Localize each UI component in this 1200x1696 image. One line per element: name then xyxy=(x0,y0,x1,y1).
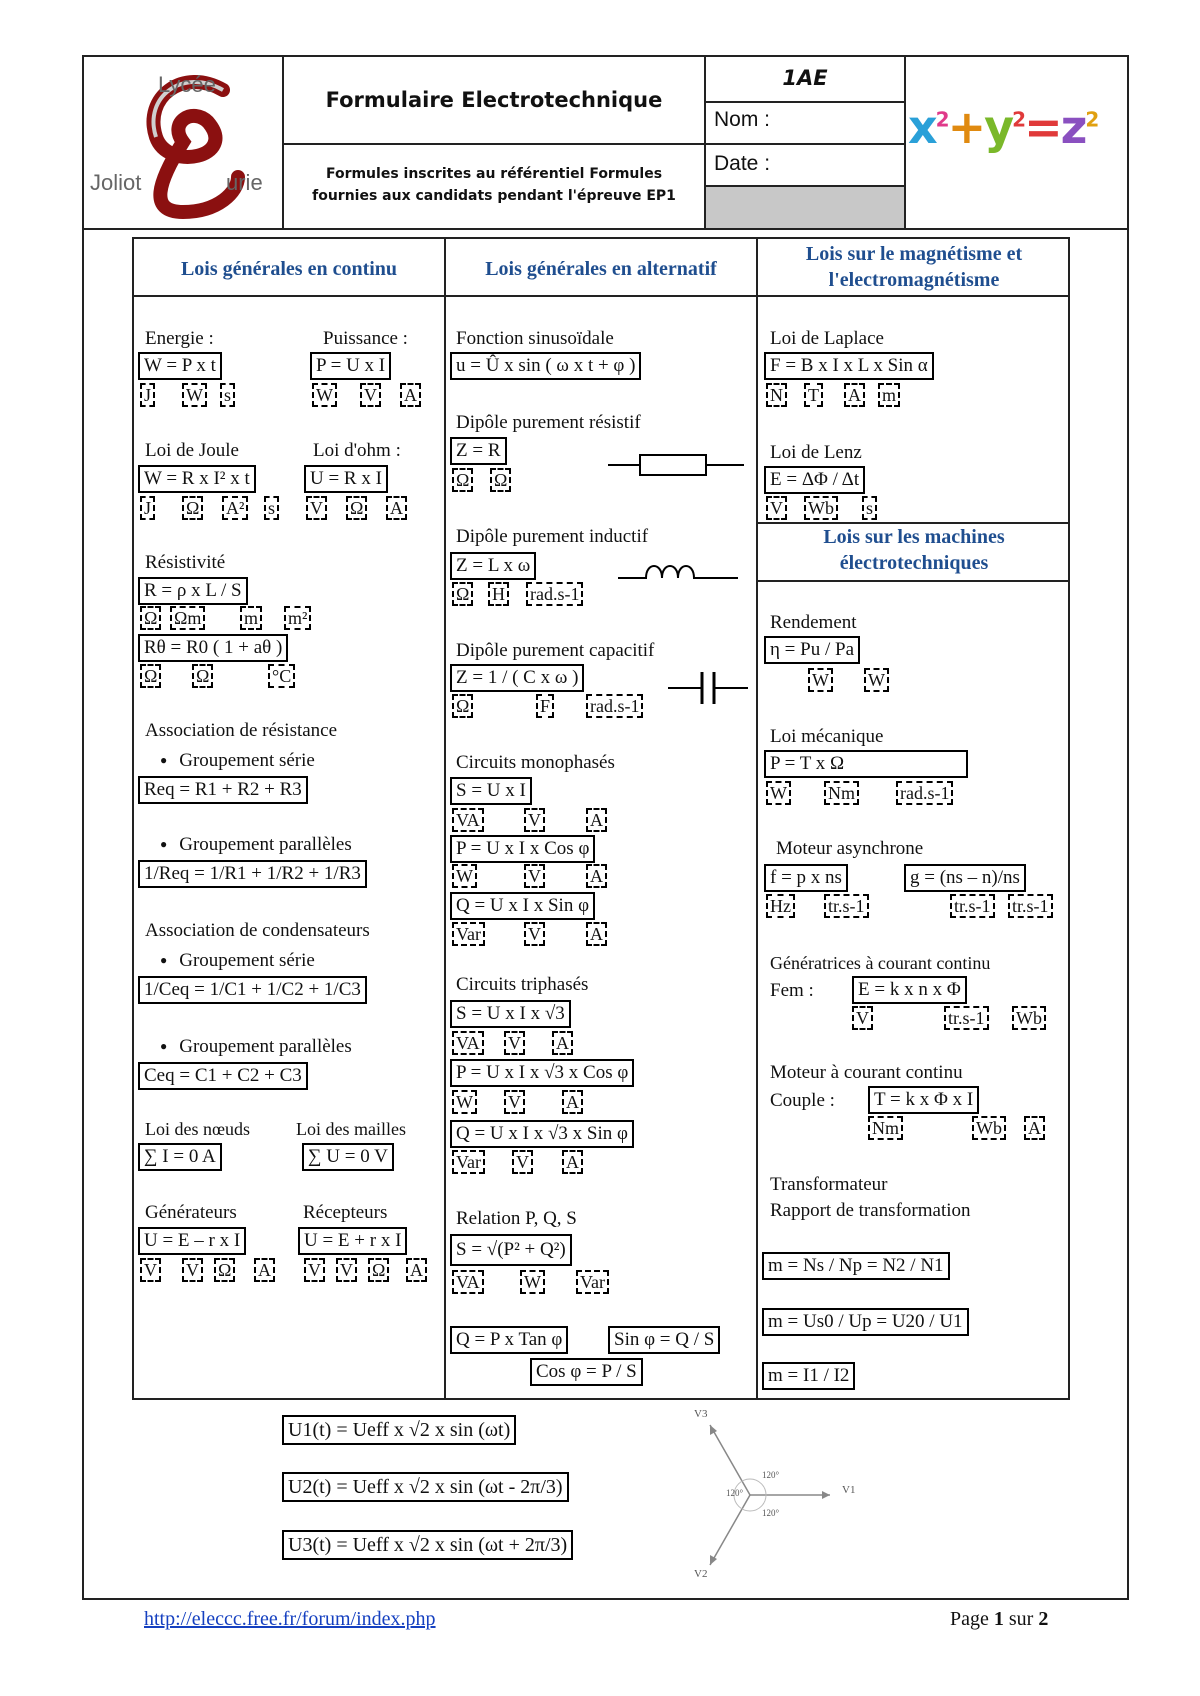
unit: T xyxy=(804,383,823,407)
label-moteur-cc: Moteur à courant continu xyxy=(770,1062,963,1083)
label-mailles: Loi des mailles xyxy=(296,1119,406,1139)
inductor-icon xyxy=(618,558,738,584)
unit: W xyxy=(766,781,791,805)
formula-zr: Z = R xyxy=(450,437,507,465)
label-assoc-resistance: Association de résistance xyxy=(145,720,338,741)
formula-cosphi: Cos φ = P / S xyxy=(530,1358,643,1386)
unit: Ω xyxy=(452,694,473,718)
unit: A xyxy=(562,1150,583,1174)
label-monophase: Circuits monophasés xyxy=(456,752,615,773)
formula-energy: W = P x t xyxy=(138,352,222,380)
unit: V xyxy=(304,1258,325,1282)
unit: tr.s-1 xyxy=(944,1006,989,1030)
page-title: Formulaire Electrotechnique xyxy=(325,88,663,112)
formula-ceq-para: Ceq = C1 + C2 + C3 xyxy=(138,1062,308,1090)
unit: Ω xyxy=(452,468,473,492)
unit: rad.s-1 xyxy=(526,582,583,606)
unit: A xyxy=(386,496,407,520)
col3-heading2: Lois sur les machines électrotechniques xyxy=(823,526,1005,574)
unit: Hz xyxy=(766,894,795,918)
unit: J xyxy=(140,496,155,520)
unit: tr.s-1 xyxy=(1008,894,1053,918)
unit: W xyxy=(520,1270,545,1294)
name-label: Nom : xyxy=(714,108,771,131)
unit: VA xyxy=(452,808,484,832)
unit: V xyxy=(852,1006,873,1030)
label-joule: Loi de Joule xyxy=(145,440,239,461)
unit: V xyxy=(360,383,381,407)
unit: W xyxy=(808,668,833,692)
unit: V xyxy=(504,1031,525,1055)
formula-s-pq: S = √(P² + Q²) xyxy=(450,1234,572,1266)
unit: rad.s-1 xyxy=(586,694,643,718)
phasor-v2-line xyxy=(710,1495,750,1565)
grey-cell xyxy=(706,187,904,228)
formula-resistivity: R = ρ x L / S xyxy=(138,577,248,605)
school-name-left: Joliot xyxy=(90,170,142,195)
formula-recepteur: U = E + r x I xyxy=(298,1227,407,1255)
unit: Ω xyxy=(192,664,213,688)
unit: V xyxy=(182,1258,203,1282)
unit: V xyxy=(504,1090,525,1114)
unit: Wb xyxy=(972,1116,1006,1140)
unit: s xyxy=(264,496,279,520)
label-parallele: ● Groupement parallèles xyxy=(160,834,352,857)
school-name-top: Lycée xyxy=(158,72,216,97)
unit: W xyxy=(452,1090,477,1114)
unit: Ω xyxy=(182,496,203,520)
unit: V xyxy=(140,1258,161,1282)
label-serie: ● Groupement série xyxy=(160,750,315,773)
label-asynchrone: Moteur asynchrone xyxy=(776,838,924,859)
unit: s xyxy=(220,383,235,407)
angle-label: 120° xyxy=(762,1508,780,1518)
label-ohm: Loi d'ohm : xyxy=(313,440,401,461)
phasor-label-v1: V1 xyxy=(842,1484,856,1496)
forum-link[interactable]: http://eleccc.free.fr/forum/index.php xyxy=(144,1608,436,1630)
label-resistivite: Résistivité xyxy=(145,552,226,573)
angle-label: 120° xyxy=(762,1470,780,1480)
unit: Nm xyxy=(824,781,859,805)
unit: °C xyxy=(268,664,295,688)
page-current: 1 xyxy=(993,1608,1004,1630)
unit: V xyxy=(524,808,545,832)
unit: J xyxy=(140,383,155,407)
unit: Ωm xyxy=(170,606,205,630)
formula-zc: Z = 1 / ( C x ω ) xyxy=(450,664,584,692)
formula-sinus: u = Û x sin ( ω x t + φ ) xyxy=(450,352,641,380)
unit: W xyxy=(182,383,207,407)
unit: V xyxy=(766,496,787,520)
formula-s-tri: S = U x I x √3 xyxy=(450,1000,571,1028)
label-generateurs: Générateurs xyxy=(145,1202,237,1223)
formula-sinphi: Sin φ = Q / S xyxy=(608,1326,720,1354)
unit: A² xyxy=(222,496,248,520)
unit: Ω xyxy=(346,496,367,520)
subtitle-line2: fournies aux candidats pendant l'épreuve EP1 xyxy=(312,188,676,204)
unit: F xyxy=(536,694,554,718)
date-label: Date : xyxy=(714,152,771,175)
unit: W xyxy=(312,383,337,407)
label-recepteurs: Récepteurs xyxy=(303,1202,388,1223)
col1-heading: Lois générales en continu xyxy=(180,258,398,280)
unit: A xyxy=(552,1031,573,1055)
phasor-label-v2: V2 xyxy=(694,1568,708,1580)
formula-frequence: f = p x ns xyxy=(764,864,848,892)
unit: A xyxy=(562,1090,583,1114)
label-relation-pqs: Relation P, Q, S xyxy=(456,1208,577,1229)
capacitor-icon xyxy=(668,668,748,708)
formula-rendement: η = Pu / Pa xyxy=(764,636,860,664)
formula-q-tri: Q = U x I x √3 x Sin φ xyxy=(450,1120,634,1148)
formula-m3: m = I1 / I2 xyxy=(762,1362,855,1390)
unit: VA xyxy=(452,1031,484,1055)
unit: W xyxy=(452,864,477,888)
formula-power: P = U x I xyxy=(310,352,391,380)
label-rapport: Rapport de transformation xyxy=(770,1200,971,1221)
unit: Ω xyxy=(140,606,161,630)
unit: Var xyxy=(452,1150,485,1174)
unit: V xyxy=(512,1150,533,1174)
label-rendement: Rendement xyxy=(770,612,857,633)
unit: W xyxy=(864,668,889,692)
formula-zl: Z = L x ω xyxy=(450,552,536,580)
unit: Ω xyxy=(490,468,511,492)
col3-heading: Lois sur le magnétisme et l'electromagnétisme xyxy=(805,243,1023,291)
school-logo xyxy=(88,62,278,222)
arrow-icon xyxy=(710,1555,717,1565)
unit: A xyxy=(406,1258,427,1282)
formula-p-tri: P = U x I x √3 x Cos φ xyxy=(450,1059,634,1087)
header-divider xyxy=(704,143,904,145)
phasor-label-v3: V3 xyxy=(694,1408,708,1420)
label-capacitif: Dipôle purement capacitif xyxy=(456,640,655,661)
unit: A xyxy=(400,383,421,407)
label-inductif: Dipôle purement inductif xyxy=(456,526,649,547)
unit: m xyxy=(878,383,900,407)
label-fem: Fem : xyxy=(770,980,814,1001)
unit: Ω xyxy=(452,582,473,606)
label-triphase: Circuits triphasés xyxy=(456,974,589,995)
formula-mecanique: P = T x Ω xyxy=(764,750,968,778)
unit: Ω xyxy=(214,1258,235,1282)
resistor-icon xyxy=(608,450,744,480)
label-sinusoidale: Fonction sinusoïdale xyxy=(456,328,614,349)
heading2-line-bottom xyxy=(757,580,1070,582)
label-parallele2: ● Groupement parallèles xyxy=(160,1036,352,1059)
formula-noeuds: ∑ I = 0 A xyxy=(138,1143,222,1171)
unit: rad.s-1 xyxy=(896,781,953,805)
arrow-icon xyxy=(710,1425,717,1435)
unit: A xyxy=(1024,1116,1045,1140)
unit: Wb xyxy=(1012,1006,1046,1030)
col2-heading: Lois générales en alternatif xyxy=(485,258,717,280)
label-puissance: Puissance : xyxy=(323,328,408,349)
unit: A xyxy=(254,1258,275,1282)
unit: Var xyxy=(452,922,485,946)
header-bottom-line xyxy=(84,228,1127,230)
unit: N xyxy=(766,383,787,407)
col-divider xyxy=(756,237,758,1400)
formula-m1: m = Ns / Np = N2 / N1 xyxy=(762,1252,950,1280)
label-lenz: Loi de Lenz xyxy=(770,442,862,463)
unit: H xyxy=(488,582,509,606)
label-noeuds: Loi des nœuds xyxy=(145,1119,250,1139)
label-assoc-condensateurs: Association de condensateurs xyxy=(145,920,370,941)
label-resistif: Dipôle purement résistif xyxy=(456,412,641,433)
formula-m2: m = Us0 / Up = U20 / U1 xyxy=(762,1308,969,1336)
unit: V xyxy=(524,922,545,946)
unit: A xyxy=(586,808,607,832)
label-energie: Energie : xyxy=(145,328,214,349)
unit: Wb xyxy=(804,496,838,520)
math-logo: $x^2+y^2=z^2$ xyxy=(908,100,1098,154)
unit: A xyxy=(586,922,607,946)
unit: Var xyxy=(576,1270,609,1294)
angle-label: 120° xyxy=(726,1488,744,1498)
phasor-diagram xyxy=(690,1400,860,1590)
unit: Ω xyxy=(368,1258,389,1282)
unit: A xyxy=(844,383,865,407)
formula-req-serie: Req = R1 + R2 + R3 xyxy=(138,776,308,804)
formula-ceq-serie: 1/Ceq = 1/C1 + 1/C2 + 1/C3 xyxy=(138,976,367,1004)
subtitle-line1: Formules inscrites au référentiel Formules xyxy=(325,166,663,182)
formula-p-mono: P = U x I x Cos φ xyxy=(450,835,595,863)
unit: Nm xyxy=(868,1116,903,1140)
page-number xyxy=(950,1608,1048,1631)
formula-rtheta: Rθ = R0 ( 1 + aθ ) xyxy=(138,634,288,662)
class-label: 1AE xyxy=(782,66,828,90)
header-divider xyxy=(904,57,906,229)
page-total: 2 xyxy=(1038,1608,1049,1630)
formula-u1: U1(t) = Ueff x √2 x sin (ωt) xyxy=(282,1415,516,1445)
formula-generateur: U = E – r x I xyxy=(138,1227,246,1255)
label-transformateur: Transformateur xyxy=(770,1174,888,1195)
page-prefix: Page xyxy=(950,1608,994,1630)
page-mid: sur xyxy=(1003,1608,1039,1630)
formula-fem: E = k x n x Φ xyxy=(852,976,967,1004)
unit: m² xyxy=(284,606,311,630)
label-laplace: Loi de Laplace xyxy=(770,328,884,349)
formula-glissement: g = (ns – n)/ns xyxy=(904,864,1026,892)
formula-ohm: U = R x I xyxy=(304,465,388,493)
formula-q-mono: Q = U x I x Sin φ xyxy=(450,892,595,920)
unit: V xyxy=(306,496,327,520)
unit: V xyxy=(524,864,545,888)
formula-laplace: F = B x I x L x Sin α xyxy=(764,352,934,380)
formula-mailles: ∑ U = 0 V xyxy=(302,1143,394,1171)
label-generatrice-cc: Génératrices à courant continu xyxy=(770,953,991,973)
formula-joule: W = R x I² x t xyxy=(138,465,256,493)
unit: V xyxy=(336,1258,357,1282)
unit: A xyxy=(586,864,607,888)
arrow-icon xyxy=(822,1491,830,1499)
formula-req-para: 1/Req = 1/R1 + 1/R2 + 1/R3 xyxy=(138,860,367,888)
unit: tr.s-1 xyxy=(950,894,995,918)
formula-u3: U3(t) = Ueff x √2 x sin (ωt + 2π/3) xyxy=(282,1530,573,1560)
heading-line xyxy=(132,295,1070,297)
formula-couple: T = k x Φ x I xyxy=(868,1086,979,1114)
phasor-v3-line xyxy=(710,1425,750,1495)
unit: s xyxy=(862,496,877,520)
school-name-right: urie xyxy=(226,170,263,195)
formula-s-mono: S = U x I xyxy=(450,777,532,805)
unit: tr.s-1 xyxy=(824,894,869,918)
formula-tan: Q = P x Tan φ xyxy=(450,1326,568,1354)
formula-u2: U2(t) = Ueff x √2 x sin (ωt - 2π/3) xyxy=(282,1472,569,1502)
unit: Ω xyxy=(140,664,161,688)
label-serie2: ● Groupement série xyxy=(160,950,315,973)
unit: VA xyxy=(452,1270,484,1294)
col-divider xyxy=(444,237,446,1400)
label-couple: Couple : xyxy=(770,1090,835,1111)
label-mecanique: Loi mécanique xyxy=(770,726,884,747)
header-divider xyxy=(282,143,704,145)
unit: m xyxy=(240,606,262,630)
formula-lenz: E = ΔΦ / Δt xyxy=(764,466,865,494)
header-divider xyxy=(704,101,904,103)
